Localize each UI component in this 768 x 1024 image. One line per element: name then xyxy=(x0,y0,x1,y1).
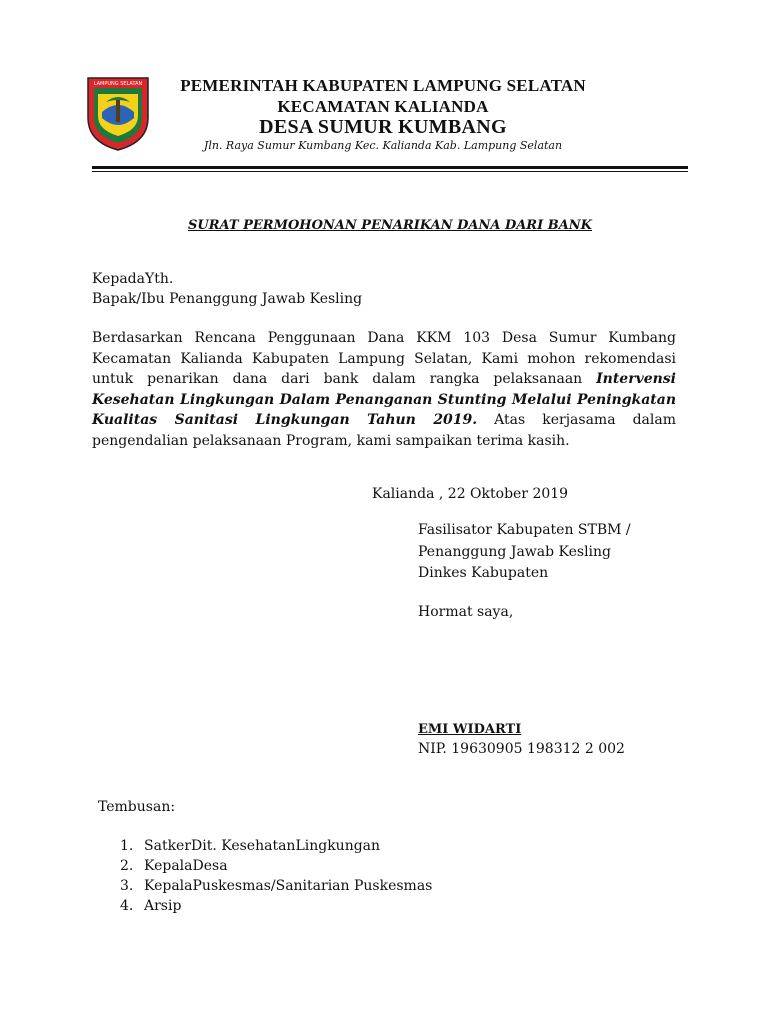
body-program-name: Intervensi Kesehatan Lingkungan Dalam Penanganan Stunting Melalui Peningkatan Kualitas Sanitasi Lingkungan Tahun 2019. xyxy=(92,371,676,429)
list-item xyxy=(120,836,432,856)
district-title: KECAMATAN KALIANDA xyxy=(277,97,489,116)
addressee-name: Bapak/Ibu Penanggung Jawab Kesling xyxy=(92,291,363,307)
list-text: SatkerDit. KesehatanLingkungan xyxy=(144,838,381,854)
regency-emblem-logo xyxy=(82,72,154,152)
letter-body xyxy=(92,328,676,452)
list-number: 3. xyxy=(120,878,134,894)
body-text-end: Atas kerjasama dalam pengendalian pelaksanaan Program, kami sampaikan terima kasih. xyxy=(92,412,676,449)
signatory-position-3: Dinkes Kabupaten xyxy=(418,565,549,581)
list-item xyxy=(120,876,432,896)
letterhead-divider-thin xyxy=(92,171,688,172)
signatory-position-2: Penanggung Jawab Kesling xyxy=(418,544,612,560)
letterhead-divider-thick xyxy=(92,166,688,169)
closing-regards: Hormat saya, xyxy=(418,604,514,620)
signer-name: EMI WIDARTI xyxy=(418,722,522,737)
government-title: PEMERINTAH KABUPATEN LAMPUNG SELATAN xyxy=(180,76,586,95)
list-item xyxy=(120,856,432,876)
list-number: 1. xyxy=(120,838,134,854)
village-title: DESA SUMUR KUMBANG xyxy=(259,116,507,138)
list-item xyxy=(120,896,432,916)
body-text-start: Berdasarkan Rencana Penggunaan Dana KKM 103 Desa Sumur Kumbang Kecamatan Kalianda Kabupaten Lampung Selatan, Kami mohon rekomendasi untuk penarikan dana dari bank dalam rangka pelaksanaan xyxy=(92,330,676,388)
cc-list xyxy=(120,836,432,916)
letter-title: SURAT PERMOHONAN PENARIKAN DANA DARI BANK xyxy=(188,218,592,233)
emblem-banner-text: LAMPUNG SELATAN xyxy=(93,81,143,87)
list-number: 4. xyxy=(120,898,134,914)
office-address: Jln. Raya Sumur Kumbang Kec. Kalianda Kab. Lampung Selatan xyxy=(203,139,563,152)
list-text: KepalaDesa xyxy=(144,858,228,874)
cc-label: Tembusan: xyxy=(98,799,176,815)
list-text: Arsip xyxy=(144,898,182,914)
place-date: Kalianda , 22 Oktober 2019 xyxy=(372,486,569,502)
signer-nip: NIP. 19630905 198312 2 002 xyxy=(418,741,625,757)
list-number: 2. xyxy=(120,858,134,874)
addressee-salutation: KepadaYth. xyxy=(92,271,174,287)
list-text: KepalaPuskesmas/Sanitarian Puskesmas xyxy=(144,878,433,894)
signatory-position-1: Fasilisator Kabupaten STBM / xyxy=(418,522,631,538)
